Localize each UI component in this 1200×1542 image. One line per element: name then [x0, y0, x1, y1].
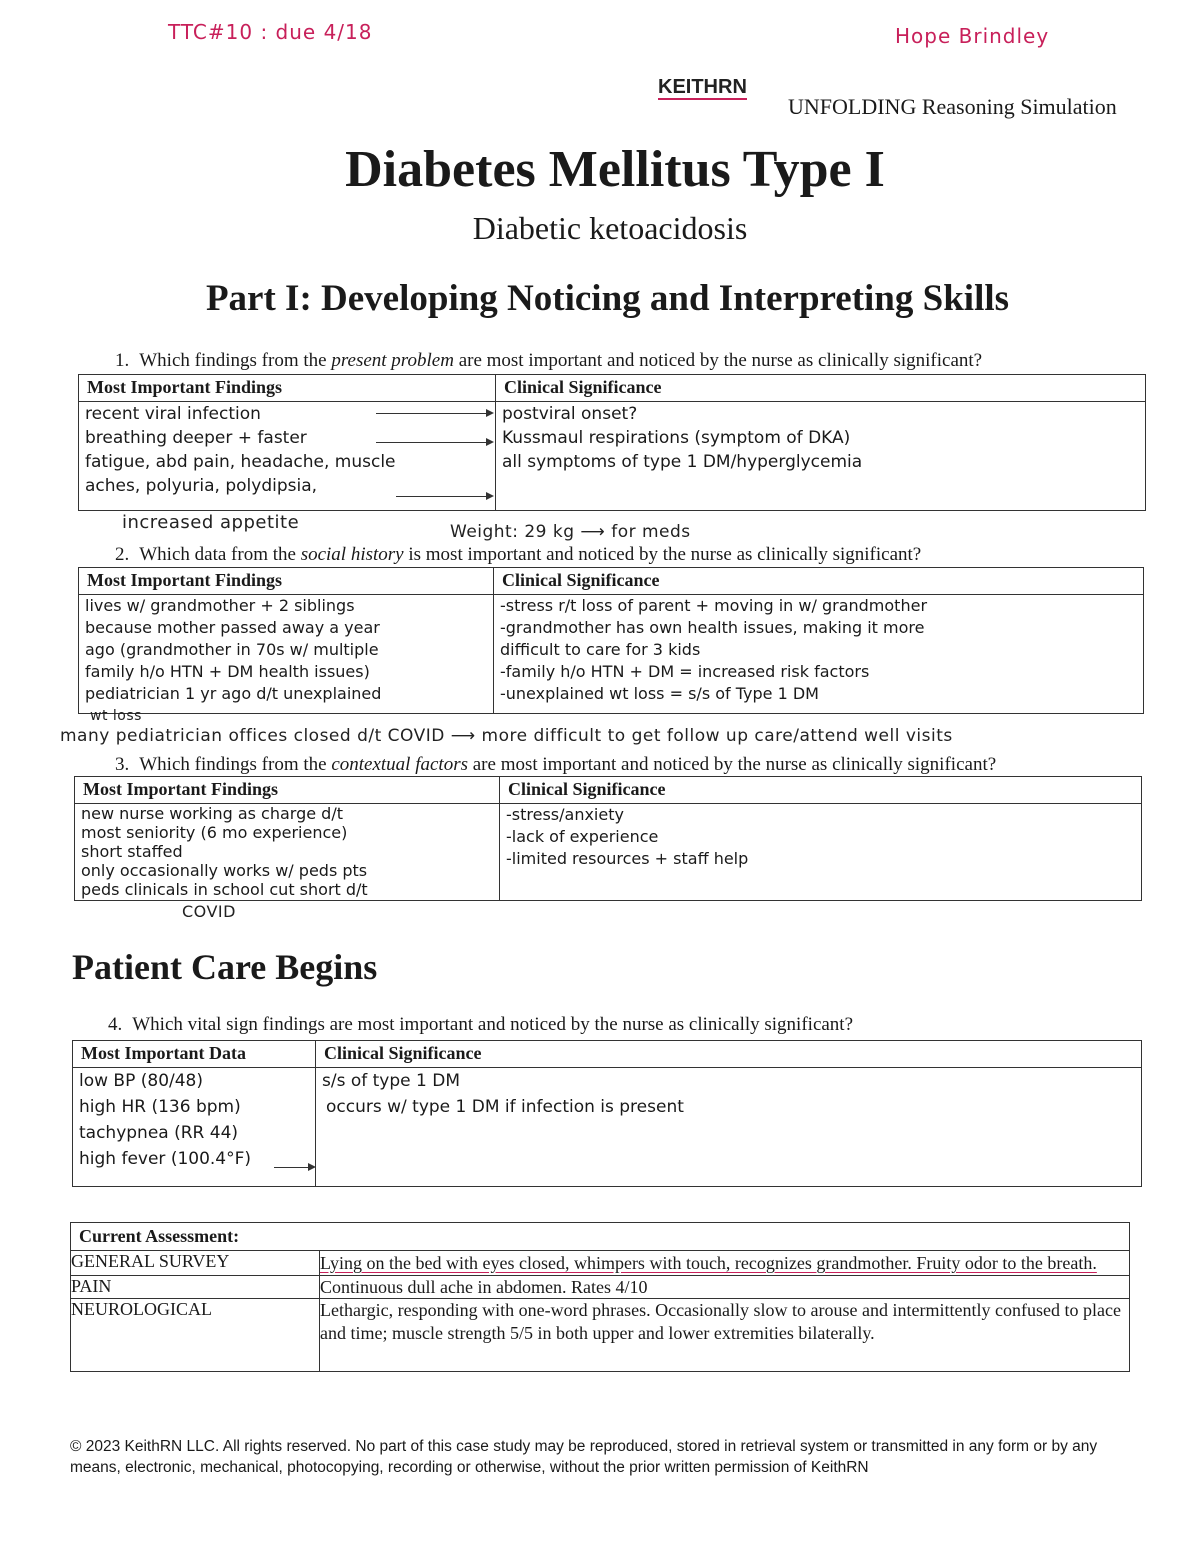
handwritten-assignment-note: TTC#10 : due 4/18 [168, 20, 373, 44]
handwritten-student-name: Hope Brindley [895, 24, 1050, 48]
assessment-label: NEUROLOGICAL [71, 1299, 320, 1372]
patient-care-heading: Patient Care Begins [72, 947, 378, 987]
question-3: 3. Which findings from the contextual factors are most important and noticed by the nurse as clinically significant? [115, 754, 997, 775]
q1-note-weight: Weight: 29 kg ⟶ for meds [450, 522, 691, 542]
assessment-value: Continuous dull ache in abdomen. Rates 4/10 [320, 1276, 1130, 1299]
q2-significance: difficult to care for 3 kids [500, 640, 701, 659]
q3-significance: -lack of experience [506, 827, 659, 846]
q1-significance: all symptoms of type 1 DM/hyperglycemia [502, 452, 863, 472]
assessment-label: PAIN [71, 1276, 320, 1299]
assessment-value: Lethargic, responding with one-word phrases. Occasionally slow to arouse and intermittently confused to place and time; muscle strength 5/5 in both upper and lower extremities bilaterally. [320, 1299, 1130, 1372]
q3-significance: -limited resources + staff help [506, 849, 749, 868]
q2-col-findings-header: Most Important Findings [79, 568, 494, 595]
q1-table [78, 374, 1146, 511]
q3-note-covid: COVID [182, 902, 236, 921]
q3-finding: peds clinicals in school cut short d/t [81, 880, 368, 899]
assessment-table [70, 1222, 1130, 1372]
q4-vital: high fever (100.4°F) [79, 1149, 252, 1169]
q4-vital: high HR (136 bpm) [79, 1097, 241, 1117]
q4-vital: low BP (80/48) [79, 1071, 204, 1091]
q3-significance: -stress/anxiety [506, 805, 624, 824]
page-subtitle: Diabetic ketoacidosis [472, 210, 748, 246]
assessment-value: Lying on the bed with eyes closed, whimpers with touch, recognizes grandmother. Fruity odor to the breath. [320, 1251, 1130, 1276]
part-heading: Part I: Developing Noticing and Interpreting Skills [205, 278, 1010, 319]
q4-col-data-header: Most Important Data [73, 1041, 316, 1068]
q3-finding: short staffed [81, 842, 183, 861]
q2-col-significance-header: Clinical Significance [494, 568, 1144, 595]
q1-significance: postviral onset? [502, 404, 638, 424]
q1-note-appetite: increased appetite [122, 512, 300, 533]
q2-finding: lives w/ grandmother + 2 siblings [85, 596, 355, 615]
question-4: 4. Which vital sign findings are most important and noticed by the nurse as clinically significant? [108, 1014, 854, 1035]
q3-significance-cell [500, 804, 1142, 901]
q1-finding: breathing deeper + faster [85, 428, 307, 448]
q3-table [74, 776, 1142, 901]
question-1: 1. Which findings from the present problem are most important and noticed by the nurse as clinically significant? [115, 350, 983, 371]
q2-note-covid: many pediatrician offices closed d/t COVID ⟶ more difficult to get follow up care/attend well visits [60, 726, 953, 746]
q4-significance: s/s of type 1 DM [322, 1071, 460, 1091]
q2-significance: -grandmother has own health issues, making it more [500, 618, 925, 637]
copyright-footer: © 2023 KeithRN LLC. All rights reserved. No part of this case study may be reproduced, stored in retrieval system or transmitted in any form or by any means, electronic, mechanical, photocopying, recording or otherwise, without the prior written permission of KeithRN [70, 1438, 1098, 1476]
brand-tagline: UNFOLDING Reasoning Simulation [788, 94, 1117, 119]
q2-note-wtloss: wt loss [90, 708, 142, 724]
q4-data-cell [73, 1068, 316, 1187]
assessment-heading: Current Assessment: [71, 1223, 1130, 1251]
q2-significance-cell [494, 595, 1144, 714]
q3-findings-cell [75, 804, 500, 901]
q4-significance: occurs w/ type 1 DM if infection is present [326, 1097, 684, 1117]
arrow-icon [396, 496, 492, 497]
q3-col-significance-header: Clinical Significance [500, 777, 1142, 804]
q2-finding: because mother passed away a year [85, 618, 380, 637]
arrow-icon [274, 1167, 314, 1168]
q1-finding: aches, polyuria, polydipsia, [85, 476, 318, 496]
assessment-label: GENERAL SURVEY [71, 1251, 320, 1276]
q1-findings-cell [79, 402, 496, 511]
q4-significance-cell [316, 1068, 1142, 1187]
q1-col-findings-header: Most Important Findings [79, 375, 496, 402]
q2-finding: ago (grandmother in 70s w/ multiple [85, 640, 379, 659]
q1-col-significance-header: Clinical Significance [496, 375, 1146, 402]
q2-finding: pediatrician 1 yr ago d/t unexplained [85, 684, 382, 703]
q3-finding: new nurse working as charge d/t [81, 804, 343, 823]
q1-significance-cell [496, 402, 1146, 511]
arrow-icon [376, 442, 492, 443]
q1-significance: Kussmaul respirations (symptom of DKA) [502, 428, 851, 448]
q2-finding: family h/o HTN + DM health issues) [85, 662, 370, 681]
keithrn-logo: KEITHRN [658, 76, 747, 98]
q2-findings-cell [79, 595, 494, 714]
q4-table [72, 1040, 1142, 1187]
arrow-icon [376, 413, 492, 414]
q3-finding: most seniority (6 mo experience) [81, 823, 348, 842]
q2-significance: -unexplained wt loss = s/s of Type 1 DM [500, 684, 819, 703]
q2-significance: -family h/o HTN + DM = increased risk factors [500, 662, 870, 681]
question-2: 2. Which data from the social history is most important and noticed by the nurse as clinically significant? [115, 544, 922, 565]
q4-col-significance-header: Clinical Significance [316, 1041, 1142, 1068]
q3-finding: only occasionally works w/ peds pts [81, 861, 368, 880]
q2-significance: -stress r/t loss of parent + moving in w/ grandmother [500, 596, 928, 615]
q2-table [78, 567, 1144, 714]
q3-col-findings-header: Most Important Findings [75, 777, 500, 804]
q1-finding: recent viral infection [85, 404, 261, 424]
q4-vital: tachypnea (RR 44) [79, 1123, 239, 1143]
q1-finding: fatigue, abd pain, headache, muscle [85, 452, 396, 472]
page-title: Diabetes Mellitus Type I [345, 141, 885, 198]
